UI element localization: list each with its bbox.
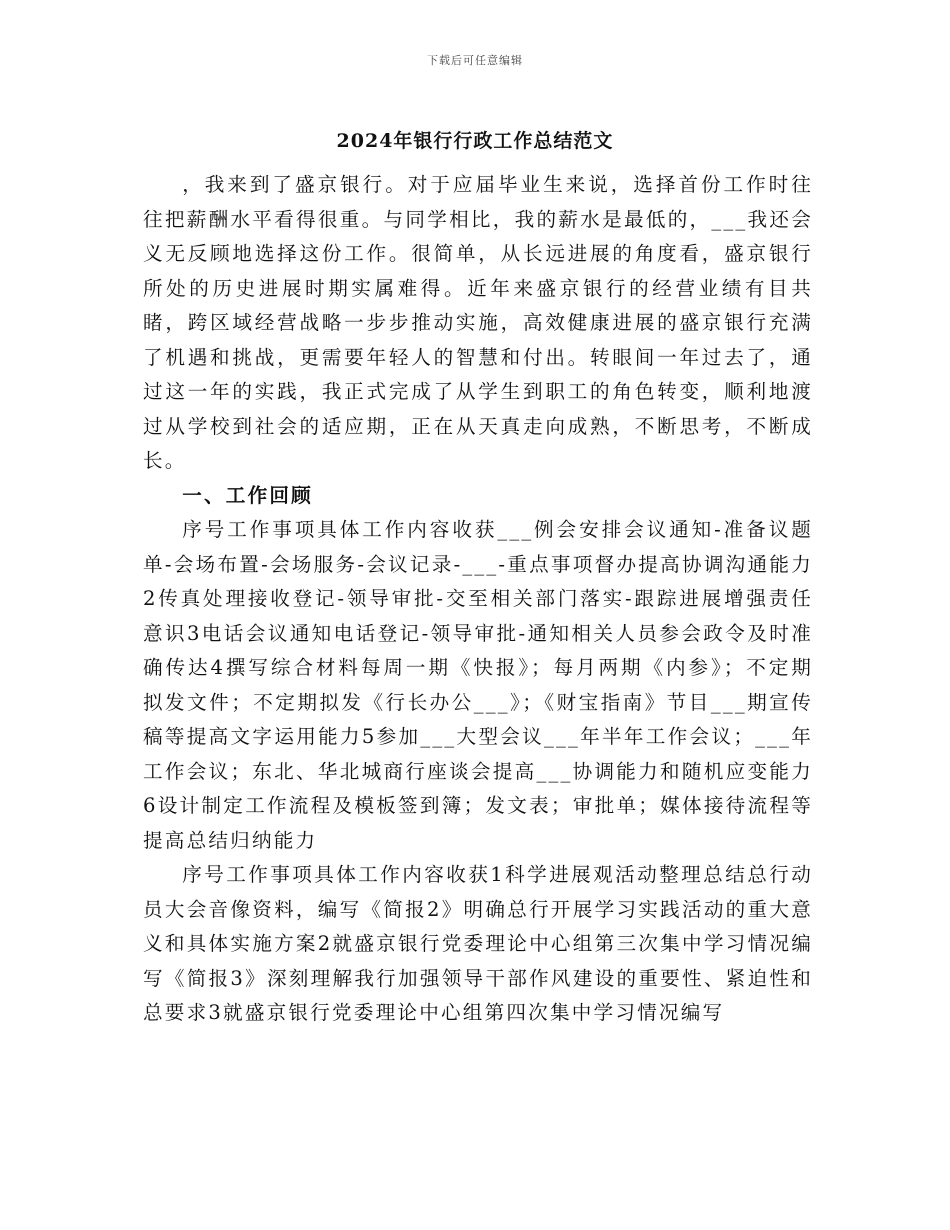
intro-paragraph: ，我来到了盛京银行。对于应届毕业生来说，选择首份工作时往往把薪酬水平看得很重。与同学相比，我的薪水是最低的，___我还会义无反顾地选择这份工作。很简单，从长远进展的角度看，盛京银行所处的历史进展时期实属难得。近年来盛京银行的经营业绩有目共睹，跨区域经营战略一步步推动实施，高效健康进展的盛京银行充满了机遇和挑战，更需要年轻人的智慧和付出。转眼间一年过去了，通过这一年的实践，我正式完成了从学生到职工的角色转变，顺利地渡过从学校到社会的适应期，正在从天真走向成熟，不断思考，不断成长。 — [143, 173, 813, 472]
section-heading-work-review: 一、工作回顾 — [182, 483, 313, 507]
work-review-paragraph-1: 序号工作事项具体工作内容收获___例会安排会议通知-准备议题单-会场布置-会场服务-会议记录-___-重点事项督办提高协调沟通能力2传真处理接收登记-领导审批-交至相关部门落实-跟踪进展增强责任意识3电话会议通知电话登记-领导审批-通知相关人员参会政令及时准确传达4撰写综合材料每周一期《快报》；每月两期《内参》；不定期拟发文件；不定期拟发《行长办公___》；《财宝指南》节目___期宣传稿等提高文字运用能力5参加___大型会议___年半年工作会议；___年工作会议；东北、华北城商行座谈会提高___协调能力和随机应变能力6设计制定工作流程及模板签到簿；发文表；审批单；媒体接待流程等提高总结归纳能力 — [143, 518, 813, 852]
work-review-paragraph-2: 序号工作事项具体工作内容收获1科学进展观活动整理总结总行动员大会音像资料，编写《简报2》明确总行开展学习实践活动的重大意义和具体实施方案2就盛京银行党委理论中心组第三次集中学习情况编写《简报3》深刻理解我行加强领导干部作风建设的重要性、紧迫性和总要求3就盛京银行党委理论中心组第四次集中学习情况编写 — [143, 863, 813, 1024]
document-title: 2024年银行行政工作总结范文 — [336, 130, 614, 152]
page-header-note: 下载后可任意编辑 — [427, 54, 523, 67]
document-body — [143, 168, 813, 1031]
